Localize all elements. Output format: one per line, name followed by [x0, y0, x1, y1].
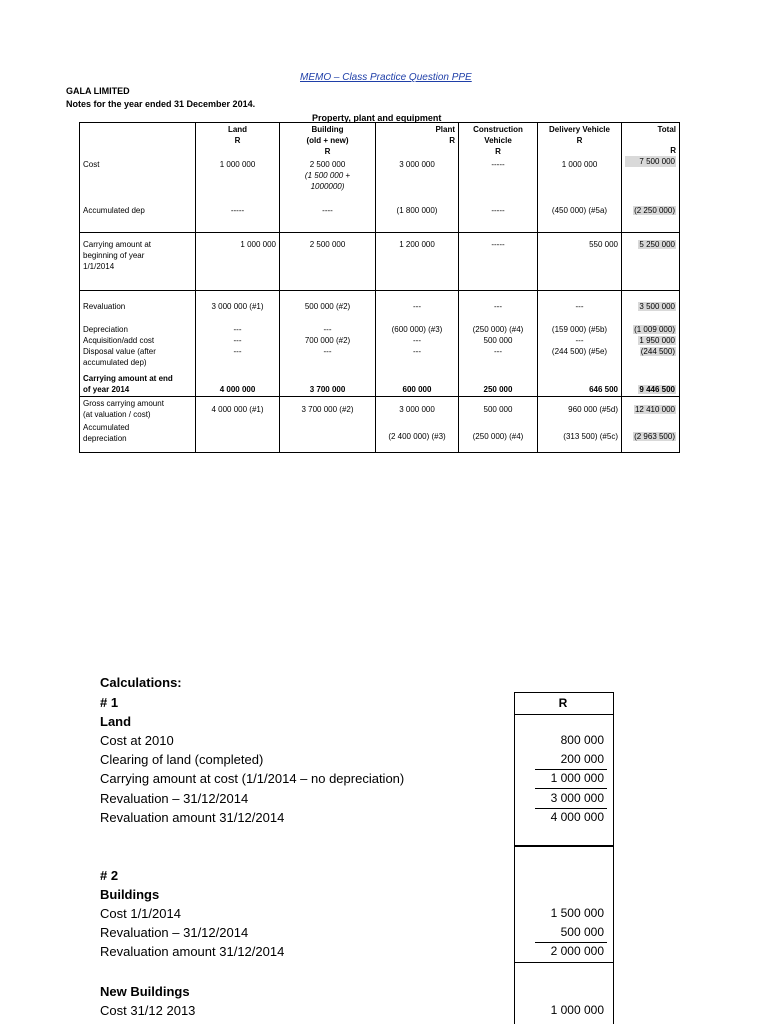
ppe-table — [79, 122, 680, 453]
label-carrying-end: Carrying amount at end of year 2014 — [80, 372, 196, 397]
gross-total: 12 410 000 — [622, 397, 680, 422]
begin-plant: 1 200 000 — [376, 232, 459, 290]
accum-building: ---- — [280, 204, 376, 232]
row-movements — [80, 316, 680, 372]
sec1-subtotal-rule — [535, 769, 607, 770]
label-accum-dep-end: Accumulated depreciation — [80, 421, 196, 453]
gross-plant: 3 000 000 — [376, 397, 459, 422]
begin-building: 2 500 000 — [280, 232, 376, 290]
label-carrying-begin: Carrying amount at beginning of year 1/1/2014 — [80, 232, 196, 290]
gross-delivery: 960 000 (#5d) — [538, 397, 622, 422]
col-building: Building (old + new) R — [280, 123, 376, 159]
cost-construction: ----- — [459, 158, 538, 204]
col-plant: Plant R — [376, 123, 459, 159]
gross-building: 3 700 000 (#2) — [280, 397, 376, 422]
cost-building: 2 500 000 (1 500 000 + 1000000) — [280, 158, 376, 204]
company-name: GALA LIMITED — [66, 86, 130, 96]
sec1-line-2-value: 200 000 — [560, 752, 604, 766]
mov-total: (1 009 000) 1 950 000 (244 500) — [622, 316, 680, 372]
gross-construction: 500 000 — [459, 397, 538, 422]
sec2-line-3-label: Revaluation amount 31/12/2014 — [100, 944, 285, 959]
end-plant: 600 000 — [376, 372, 459, 397]
col-land: Land R — [196, 123, 280, 159]
label-movements: Depreciation Acquisition/add cost Disposal value (after accumulated dep) — [80, 316, 196, 372]
label-gross: Gross carrying amount (at valuation / cost) — [80, 397, 196, 422]
sec2-new-heading: New Buildings — [100, 984, 190, 999]
mov-plant: (600 000) (#3) --- --- — [376, 316, 459, 372]
sec2-heading: Buildings — [100, 887, 160, 902]
sec1-number: # 1 — [100, 695, 119, 710]
reval-building: 500 000 (#2) — [280, 290, 376, 316]
accum-land: ----- — [196, 204, 280, 232]
gross-land: 4 000 000 (#1) — [196, 397, 280, 422]
sec1-line-3-value: 1 000 000 — [550, 771, 604, 785]
accum-delivery: (450 000) (#5a) — [538, 204, 622, 232]
reval-land: 3 000 000 (#1) — [196, 290, 280, 316]
sec2-line-2-label: Revaluation – 31/12/2014 — [100, 925, 249, 940]
end-total: 9 446 500 — [622, 372, 680, 397]
label-revaluation: Revaluation — [80, 290, 196, 316]
label-accum-dep: Accumulated dep — [80, 204, 196, 232]
cost-plant: 3 000 000 — [376, 158, 459, 204]
reval-total: 3 500 000 — [622, 290, 680, 316]
end-building: 3 700 000 — [280, 372, 376, 397]
accum-end-total: (2 963 500) — [622, 421, 680, 453]
sec1-heading: Land — [100, 714, 132, 729]
row-carrying-end — [80, 372, 680, 397]
begin-total: 5 250 000 — [622, 232, 680, 290]
mov-construction: (250 000) (#4) 500 000 --- — [459, 316, 538, 372]
reval-construction: --- — [459, 290, 538, 316]
sec2-number: # 2 — [100, 868, 119, 883]
sec1-line-4-value: 3 000 000 — [550, 791, 604, 805]
reval-plant: --- — [376, 290, 459, 316]
sec1-line-4-label: Revaluation – 31/12/2014 — [100, 791, 249, 806]
sec2-line-3-value: 2 000 000 — [550, 944, 604, 958]
begin-construction: ----- — [459, 232, 538, 290]
cost-delivery: 1 000 000 — [538, 158, 622, 204]
sec2-line-2-value: 500 000 — [560, 925, 604, 939]
accum-plant: (1 800 000) — [376, 204, 459, 232]
notes-title: Notes for the year ended 31 December 2014. — [66, 99, 256, 109]
r-header-rule — [514, 714, 613, 715]
label-cost: Cost — [80, 158, 196, 204]
end-delivery: 646 500 — [538, 372, 622, 397]
accum-end-land — [196, 421, 280, 453]
accum-total: (2 250 000) — [622, 204, 680, 232]
mov-delivery: (159 000) (#5b) --- (244 500) (#5e) — [538, 316, 622, 372]
sec1-total-rule — [535, 808, 607, 809]
accum-end-building — [280, 421, 376, 453]
sec1-line-1-label: Cost at 2010 — [100, 733, 174, 748]
accum-end-plant: (2 400 000) (#3) — [376, 421, 459, 453]
row-gross — [80, 397, 680, 422]
sec2-line-1-value: 1 500 000 — [550, 906, 604, 920]
col-delivery: Delivery Vehicle R — [538, 123, 622, 159]
memo-title: MEMO – Class Practice Question PPE — [300, 72, 472, 83]
sec2-line-1-label: Cost 1/1/2014 — [100, 906, 181, 921]
sec1-line-2-label: Clearing of land (completed) — [100, 752, 264, 767]
reval-delivery: --- — [538, 290, 622, 316]
row-revaluation — [80, 290, 680, 316]
accum-construction: ----- — [459, 204, 538, 232]
cost-land: 1 000 000 — [196, 158, 280, 204]
sec1-line-3-label: Carrying amount at cost (1/1/2014 – no depreciation) — [100, 771, 405, 786]
ppe-heading: Property, plant and equipment — [312, 113, 442, 123]
row-accum-dep-end — [80, 421, 680, 453]
end-construction: 250 000 — [459, 372, 538, 397]
col-construction: Construction Vehicle R — [459, 123, 538, 159]
sec2-subtotal-rule — [535, 942, 607, 943]
begin-land: 1 000 000 — [196, 232, 280, 290]
accum-end-delivery: (313 500) (#5c) — [538, 421, 622, 453]
header-row — [80, 123, 680, 159]
row-accum-dep — [80, 204, 680, 232]
sec1-subtotal-rule-2 — [535, 788, 607, 789]
header-blank — [80, 123, 196, 159]
sec1-line-1-value: 800 000 — [560, 733, 604, 747]
sec1-line-5-label: Revaluation amount 31/12/2014 — [100, 810, 285, 825]
r-header: R — [558, 696, 568, 710]
sec2-new-line-1-value: 1 000 000 — [550, 1003, 604, 1017]
mov-land: --- --- --- — [196, 316, 280, 372]
begin-delivery: 550 000 — [538, 232, 622, 290]
end-land: 4 000 000 — [196, 372, 280, 397]
row-cost — [80, 158, 680, 204]
sec1-line-5-value: 4 000 000 — [550, 810, 604, 824]
accum-end-construction: (250 000) (#4) — [459, 421, 538, 453]
calculations-title: Calculations: — [100, 675, 182, 690]
sec2-new-line-1-label: Cost 31/12 2013 — [100, 1003, 196, 1018]
sec2-box-rule — [514, 962, 613, 963]
col-total: Total R 7 500 000 — [622, 123, 680, 205]
row-carrying-begin — [80, 232, 680, 290]
mov-building: --- 700 000 (#2) --- — [280, 316, 376, 372]
